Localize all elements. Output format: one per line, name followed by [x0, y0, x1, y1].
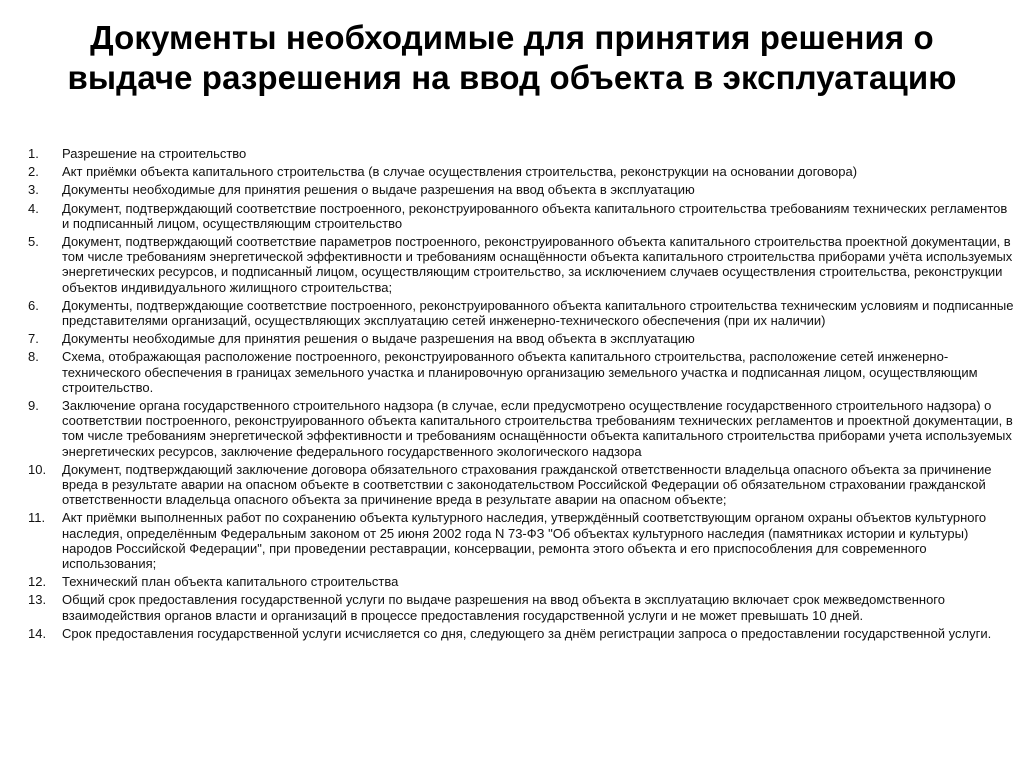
item-text: Акт приёмки объекта капитального строительства (в случае осуществления строительства, реконструкции на основании договора) [62, 164, 858, 180]
list-item [28, 398, 1016, 459]
list-item [28, 182, 1016, 197]
list-item [28, 349, 1016, 395]
item-text: Документы необходимые для принятия решения о выдаче разрешения на ввод объекта в эксплуатацию [62, 182, 695, 198]
item-number: 3. [28, 182, 39, 198]
list-item [28, 574, 1016, 589]
item-text: Документ, подтверждающий соответствие построенного, реконструированного объекта капитального строительства требованиям технических регламентов и подписанный лицом, осуществляющим строительство [62, 200, 1008, 231]
list-item [28, 234, 1016, 295]
item-number: 10. [28, 461, 47, 477]
list-item [28, 331, 1016, 346]
item-number: 4. [28, 200, 39, 216]
list-item [28, 298, 1016, 328]
page-title: Документы необходимые для принятия решения о выдаче разрешения на ввод объекта в эксплуатацию [67, 19, 957, 96]
item-number: 8. [28, 349, 39, 365]
item-number: 13. [28, 592, 47, 608]
item-text: Документ, подтверждающий соответствие параметров построенного, реконструированного объекта капитального строительства проектной документации, в том числе требованиям энергетической эффективности и требованиям оснащённости объекта капитального строительства приборами учёта используемых энергетических ресурсов, и подписанный лицом, осуществляющим строительство, за исключением случаев осуществления строительства, реконструкции объектов индивидуального жилищного строительства; [62, 234, 1013, 295]
list-item [28, 201, 1016, 231]
list-item [28, 462, 1016, 508]
item-number: 9. [28, 398, 39, 414]
list-item [28, 592, 1016, 622]
list-item [28, 146, 1016, 161]
item-text: Технический план объекта капитального строительства [62, 574, 399, 590]
item-text: Документы, подтверждающие соответствие построенного, реконструированного объекта капитального строительства техническим условиям и подписанные представителями организаций, осуществляющих эксплуатацию сетей инженерно-технического обеспечения (при их наличии) [62, 297, 1014, 329]
item-text: Акт приёмки выполненных работ по сохранению объекта культурного наследия, утверждённый соответствующим органом охраны объектов культурного наследия, определённым Федеральным законом от 25 июня 2002 года N 73-ФЗ "Об объектах культурного наследия (памятниках истории и культуры) народов Российской Федерации", при проведении реставрации, консервации, ремонта этого объекта и его приспособления для современного использования; [62, 510, 987, 572]
item-text: Разрешение на строительство [62, 146, 247, 161]
item-text: Заключение органа государственного строительного надзора (в случае, если предусмотрено осуществление государственного строительного надзора) о соответствии построенного, реконструированного объекта капитального строительства требованиям технических регламентов и проектной документации, в том числе требованиям энергетической эффективности и требованиям оснащённости объекта капитального строительства приборами учета используемых энергетических ресурсов, заключение федерального государственного экологического надзора [62, 398, 1013, 459]
item-number: 5. [28, 234, 39, 250]
item-text: Схема, отображающая расположение построенного, реконструированного объекта капитального строительства, расположение сетей инженерно-технического обеспечения в границах земельного участка и планировочную организацию земельного участка и подписанная лицом, осуществляющим строительство. [62, 349, 978, 395]
item-number: 2. [28, 164, 39, 180]
list-item [28, 510, 1016, 571]
list-item [28, 626, 1016, 641]
item-number: 7. [28, 331, 39, 347]
item-number: 12. [28, 574, 47, 590]
item-text: Документ, подтверждающий заключение договора обязательного страхования гражданской ответственности владельца опасного объекта за причинение вреда в результате аварии на опасном объекте в соответствии с законодательством Российской Федерации об обязательном страховании гражданской ответственности владельца опасного объекта за причинение вреда в результате аварии на опасном объекте; [62, 461, 992, 508]
item-number: 11. [28, 510, 46, 526]
item-number: 14. [28, 625, 47, 641]
item-number: 1. [28, 146, 39, 161]
item-number: 6. [28, 297, 39, 313]
item-text: Срок предоставления государственной услуги исчисляется со дня, следующего за днём регистрации запроса о предоставлении государственной услуги. [62, 625, 992, 641]
list-item [28, 164, 1016, 179]
item-text: Общий срок предоставления государственной услуги по выдаче разрешения на ввод объекта в эксплуатацию включает срок межведомственного взаимодействия органов власти и организаций в процессе предоставления государственной услуги и не может превышать 10 дней. [62, 592, 945, 623]
item-text: Документы необходимые для принятия решения о выдаче разрешения на ввод объекта в эксплуатацию [62, 331, 695, 347]
requirements-list [28, 146, 1016, 644]
